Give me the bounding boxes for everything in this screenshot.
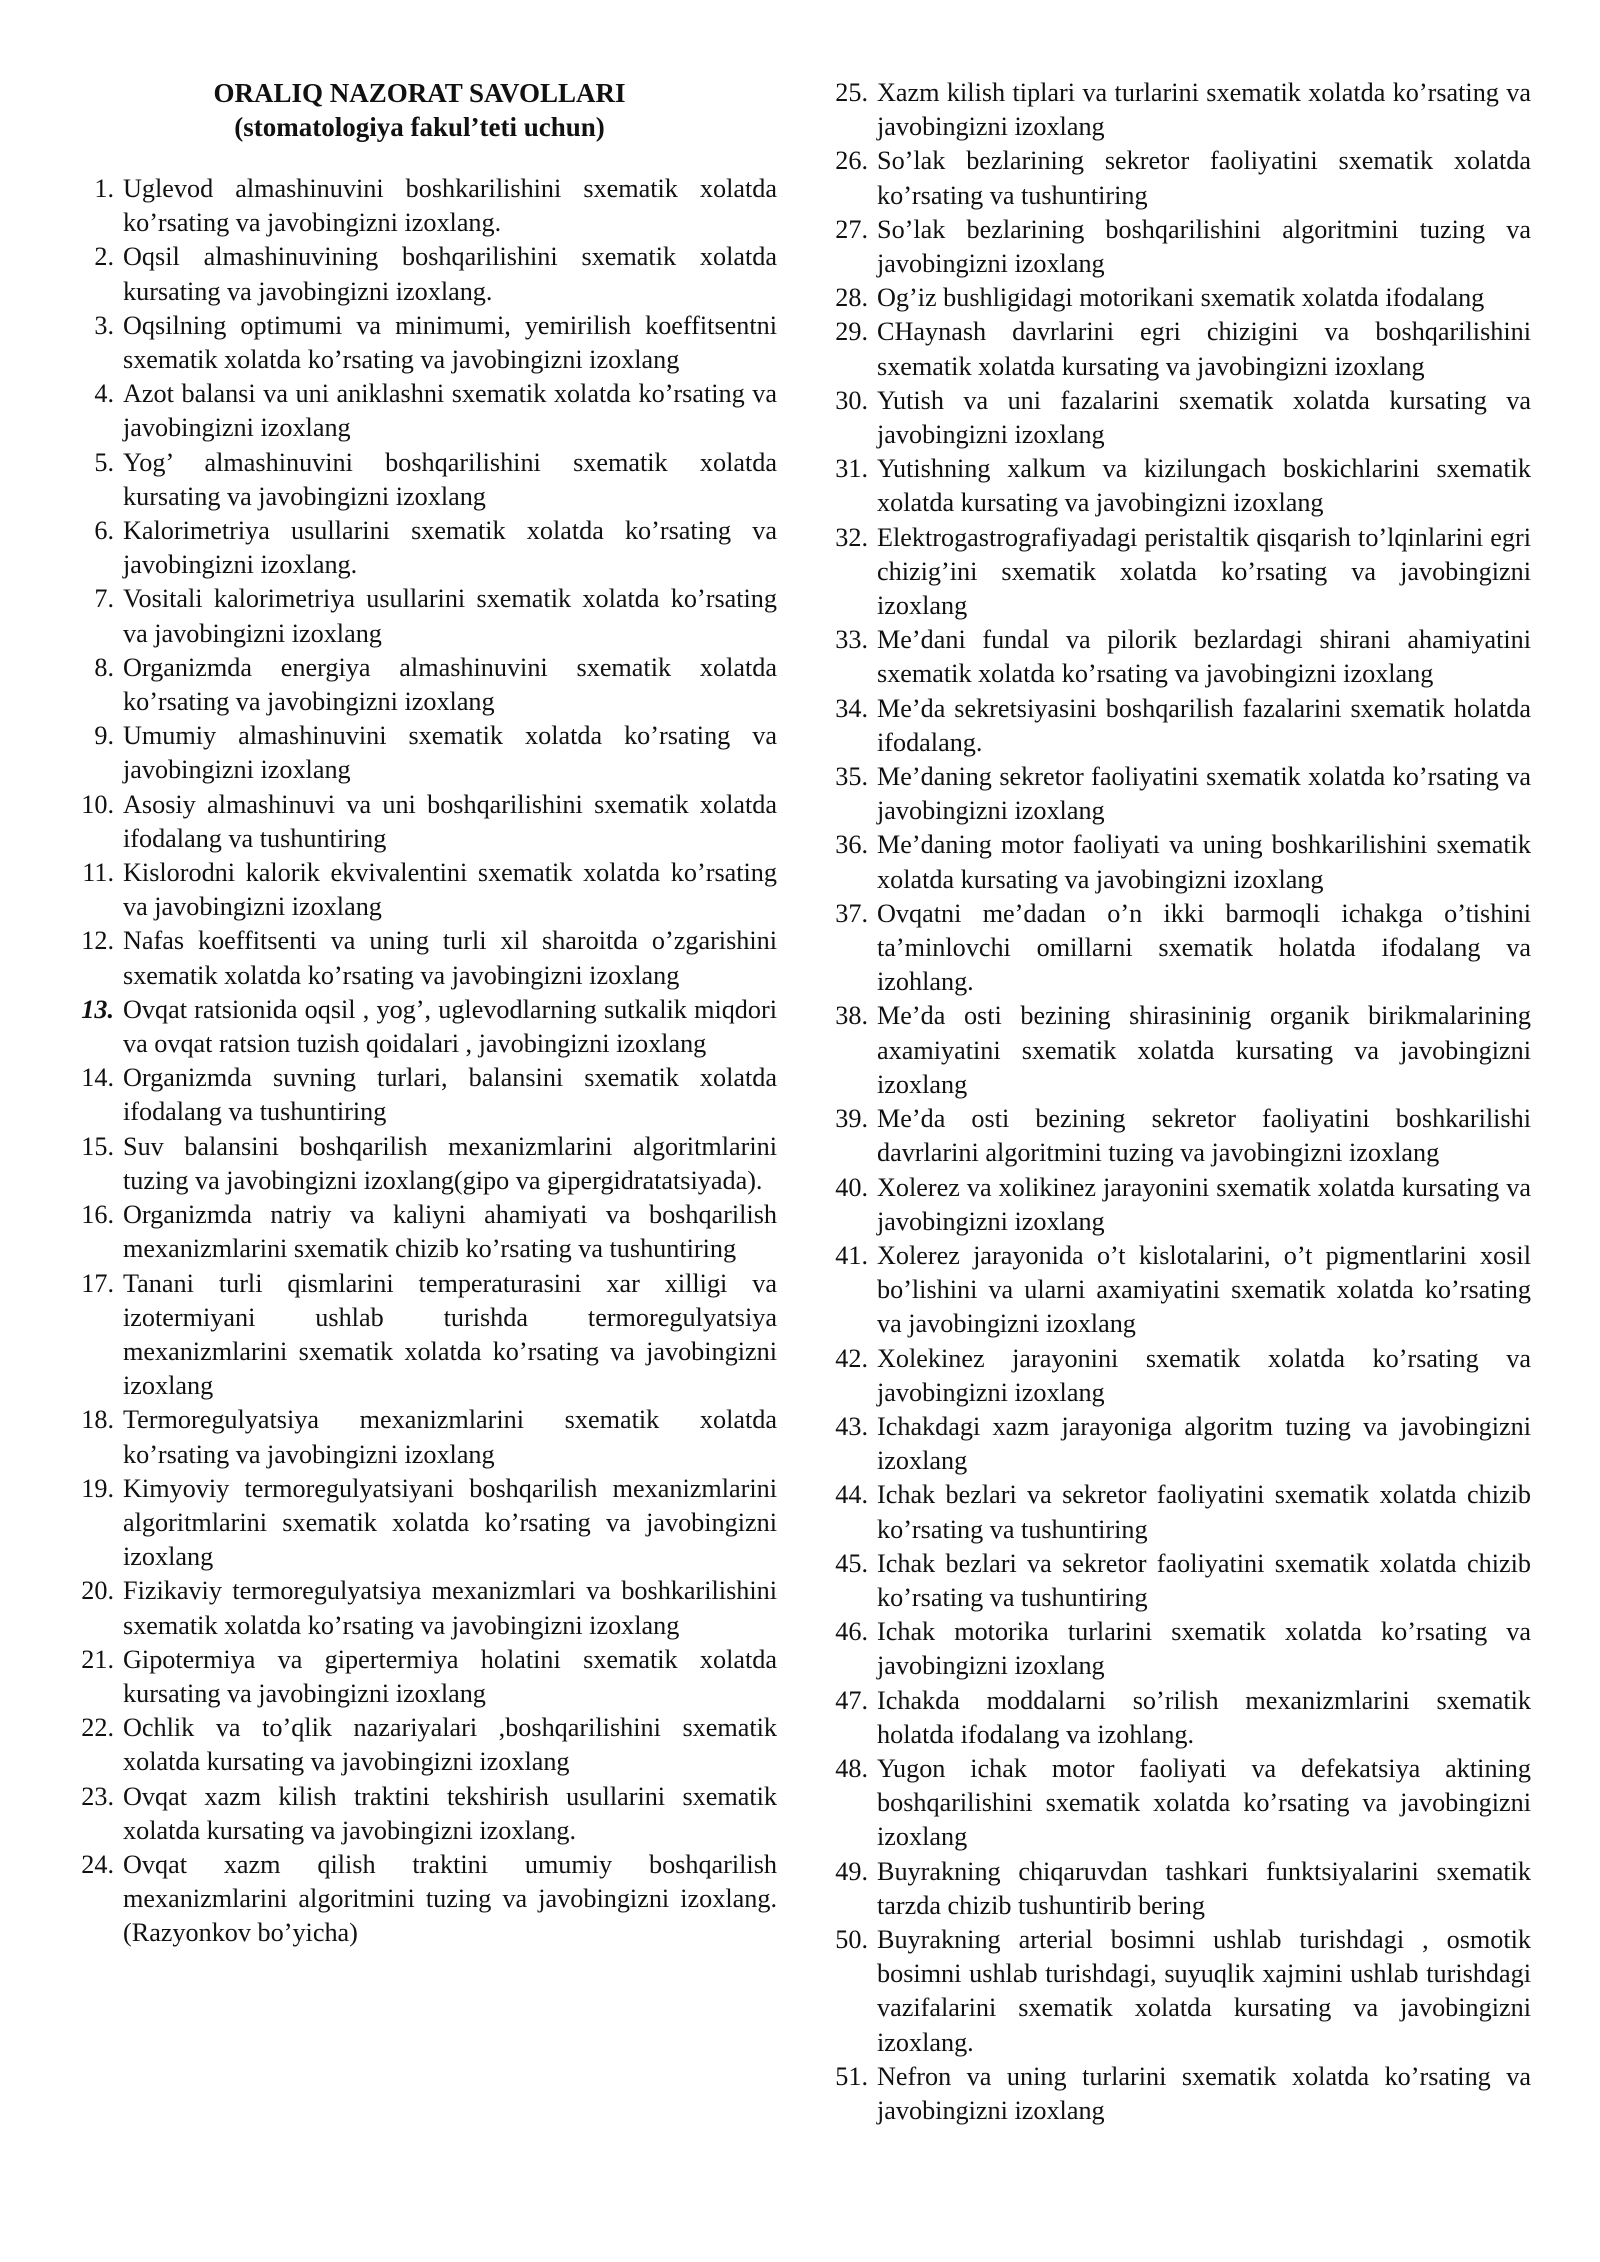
question-number: 12. <box>81 926 114 956</box>
question-text: Nafas koeffitsenti va uning turli xil sharoitda o’zgarishini sxematik xolatda ko’rsating va javobingizni izoxlang <box>123 926 777 990</box>
question-text: Xolerez jarayonida o’t kislotalarini, o’t pigmentlarini xosil bo’lishini va ularni axamiyatini sxematik xolatda ko’rsating va javobingizni izoxlang <box>877 1240 1531 1339</box>
question-item <box>816 1547 1531 1615</box>
question-item <box>816 1615 1531 1683</box>
question-number: 4. <box>94 379 114 409</box>
question-number: 3. <box>94 310 114 340</box>
question-item <box>62 309 777 377</box>
question-number: 36. <box>835 830 868 860</box>
question-text: Buyrakning arterial bosimni ushlab turishdagi , osmotik bosimni ushlab turishdagi, suyuqlik xajmini ushlab turishdagi vazifalarini sxematik xolatda kursating va javobingizni izoxlang. <box>877 1924 1531 2057</box>
question-number: 27. <box>835 214 868 244</box>
question-number: 51. <box>835 2061 868 2091</box>
question-text: Yugon ichak motor faoliyati va defekatsiya aktining boshqarilishini sxematik xolatda ko’rsating va javobingizni izoxlang <box>877 1753 1531 1852</box>
question-number: 8. <box>94 652 114 682</box>
question-text: Tanani turli qismlarini temperaturasini xar xilligi va izotermiyani ushlab turishda termoregulyatsiya mexanizmlarini sxematik xolatda ko’rsating va javobingizni izoxlang <box>123 1268 777 1401</box>
question-item <box>62 924 777 992</box>
question-number: 35. <box>835 762 868 792</box>
right-column <box>816 76 1531 2128</box>
question-text: Uglevod almashinuvini boshkarilishini sxematik xolatda ko’rsating va javobingizni izoxlang. <box>123 174 777 238</box>
question-text: Oqsil almashinuvining boshqarilishini sxematik xolatda kursating va javobingizni izoxlang. <box>123 242 777 306</box>
question-text: Kislorodni kalorik ekvivalentini sxematik xolatda ko’rsating va javobingizni izoxlang <box>123 858 777 922</box>
question-text: Me’da sekretsiyasini boshqarilish fazalarini sxematik holatda ifodalang. <box>877 693 1531 757</box>
question-item <box>816 384 1531 452</box>
question-number: 47. <box>835 1685 868 1715</box>
question-text: Kalorimetriya usullarini sxematik xolatda ko’rsating va javobingizni izoxlang. <box>123 516 777 580</box>
question-text: Me’da osti bezining shirasininig organik birikmalarining axamiyatini sxematik xolatda kursating va javobingizni izoxlang <box>877 1001 1531 1099</box>
question-number: 1. <box>94 174 114 203</box>
question-number: 37. <box>835 898 868 928</box>
question-item <box>816 1342 1531 1410</box>
question-number: 38. <box>835 1001 868 1031</box>
question-number: 50. <box>835 1924 868 1954</box>
question-item <box>816 1239 1531 1342</box>
question-number: 9. <box>94 721 114 751</box>
question-item <box>816 1171 1531 1239</box>
question-item <box>816 452 1531 520</box>
question-number: 28. <box>835 283 868 313</box>
question-text: So’lak bezlarining boshqarilishini algoritmini tuzing va javobingizni izoxlang <box>877 214 1531 279</box>
question-item <box>816 1102 1531 1170</box>
question-number: 14. <box>81 1063 114 1093</box>
left-column <box>62 76 777 1951</box>
question-number: 22. <box>81 1713 114 1743</box>
question-number: 32. <box>835 522 868 552</box>
question-text: Oqsilning optimumi va minimumi, yemirilish koeffitsentni sxematik xolatda ko’rsating va javobingizni izoxlang <box>123 310 777 375</box>
question-text: Suv balansini boshqarilish mexanizmlarini algoritmlarini tuzing va javobingizni izoxlang(gipo va gipergidratatsiyada). <box>123 1131 777 1195</box>
question-number: 49. <box>835 1856 868 1886</box>
question-number: 43. <box>835 1411 868 1441</box>
question-number: 11. <box>82 858 114 888</box>
question-item <box>816 2060 1531 2128</box>
question-item <box>816 1478 1531 1546</box>
question-text: Asosiy almashinuvi va uni boshqarilishini sxematik xolatda ifodalang va tushuntiring <box>123 789 777 853</box>
question-text: Xolerez va xolikinez jarayonini sxematik xolatda kursating va javobingizni izoxlang <box>877 1172 1531 1236</box>
question-number: 34. <box>835 693 868 723</box>
question-item <box>816 1923 1531 2060</box>
question-item <box>62 1848 777 1951</box>
question-item <box>816 1410 1531 1478</box>
question-item <box>816 999 1531 1102</box>
question-number: 41. <box>835 1240 868 1270</box>
page-subtitle: (stomatologiya fakul’teti uchun) <box>234 112 605 142</box>
question-number: 40. <box>835 1172 868 1202</box>
question-text: Ichakda moddalarni so’rilish mexanizmlarini sxematik holatda ifodalang va izohlang. <box>877 1685 1531 1749</box>
question-item <box>816 1752 1531 1855</box>
question-item <box>816 828 1531 896</box>
question-number: 46. <box>835 1617 868 1647</box>
question-text: Gipotermiya va gipertermiya holatini sxematik xolatda kursating va javobingizni izoxlang <box>123 1644 777 1708</box>
question-text: Me’daning motor faoliyati va uning boshkarilishini sxematik xolatda kursating va javobingizni izoxlang <box>877 830 1531 894</box>
question-item <box>62 856 777 924</box>
question-list-right <box>816 76 1531 2128</box>
question-number: 31. <box>835 454 868 484</box>
question-number: 6. <box>94 516 114 546</box>
question-item <box>816 760 1531 828</box>
question-item <box>62 1198 777 1266</box>
question-text: Ovqatni me’dadan o’n ikki barmoqli ichakga o’tishini ta’minlovchi omillarni sxematik holatda ifodalang va izohlang. <box>877 898 1531 997</box>
question-text: Azot balansi va uni aniklashni sxematik xolatda ko’rsating va javobingizni izoxlang <box>123 379 777 443</box>
question-number: 24. <box>81 1849 114 1879</box>
question-item <box>62 1403 777 1471</box>
question-number: 16. <box>81 1200 114 1230</box>
question-item <box>816 623 1531 691</box>
question-item <box>62 240 777 308</box>
question-item <box>62 514 777 582</box>
question-number: 7. <box>94 584 114 614</box>
question-number: 48. <box>835 1753 868 1783</box>
question-text: Organizmda suvning turlari, balansini sxematik xolatda ifodalang va tushuntiring <box>123 1063 777 1127</box>
question-item <box>62 172 777 240</box>
question-item <box>816 521 1531 624</box>
question-number: 13. <box>81 994 114 1024</box>
question-item <box>62 1574 777 1642</box>
question-item <box>816 315 1531 383</box>
question-text: Organizmda energiya almashinuvini sxematik xolatda ko’rsating va javobingizni izoxlang <box>123 652 777 717</box>
question-number: 44. <box>835 1480 868 1510</box>
question-number: 15. <box>81 1131 114 1161</box>
question-text: Ochlik va to’qlik nazariyalari ,boshqarilishini sxematik xolatda kursating va javobingizni izoxlang <box>123 1713 777 1777</box>
question-text: Yutishning xalkum va kizilungach boskichlarini sxematik xolatda kursating va javobingizni izoxlang <box>877 454 1531 518</box>
question-item <box>816 1855 1531 1923</box>
question-item <box>816 1684 1531 1752</box>
question-item <box>816 897 1531 1000</box>
question-number: 5. <box>94 447 114 477</box>
question-text: Organizmda natriy va kaliyni ahamiyati va boshqarilish mexanizmlarini sxematik chizib ko’rsating va tushuntiring <box>123 1200 777 1264</box>
question-text: Og’iz bushligidagi motorikani sxematik xolatda ifodalang <box>877 283 1485 313</box>
question-item <box>62 651 777 719</box>
question-text: Xazm kilish tiplari va turlarini sxematik xolatda ko’rsating va javobingizni izoxlang <box>877 78 1531 142</box>
question-text: Ovqat xazm qilish traktini umumiy boshqarilish mexanizmlarini algoritmini tuzing va javobingizni izoxlang.(Razyonkov bo’yicha) <box>123 1849 777 1948</box>
question-item <box>62 993 777 1061</box>
question-item <box>62 1130 777 1198</box>
question-text: Vositali kalorimetriya usullarini sxematik xolatda ko’rsating va javobingizni izoxlang <box>123 584 777 648</box>
question-text: Buyrakning chiqaruvdan tashkari funktsiyalarini sxematik tarzda chizib tushuntirib bering <box>877 1856 1531 1920</box>
page-title: ORALIQ NAZORAT SAVOLLARI <box>213 78 626 108</box>
question-number: 19. <box>81 1473 114 1503</box>
question-text: Kimyoviy termoregulyatsiyani boshqarilish mexanizmlarini algoritmlarini sxematik xolatda ko’rsating va javobingizni izoxlang <box>123 1473 777 1572</box>
question-text: Yutish va uni fazalarini sxematik xolatda kursating va javobingizni izoxlang <box>877 385 1531 450</box>
question-number: 45. <box>835 1548 868 1578</box>
question-number: 30. <box>835 385 868 415</box>
question-text: Nefron va uning turlarini sxematik xolatda ko’rsating va javobingizni izoxlang <box>877 2061 1531 2125</box>
question-number: 18. <box>81 1405 114 1435</box>
question-text: Me’dani fundal va pilorik bezlardagi shirani ahamiyatini sxematik xolatda ko’rsating va javobingizni izoxlang <box>877 625 1531 689</box>
question-item <box>62 719 777 787</box>
question-number: 23. <box>81 1781 114 1811</box>
question-number: 17. <box>81 1268 114 1298</box>
question-text: Me’da osti bezining sekretor faoliyatini boshkarilishi davrlarini algoritmini tuzing va javobingizni izoxlang <box>877 1104 1531 1168</box>
question-text: Ichak bezlari va sekretor faoliyatini sxematik xolatda chizib ko’rsating va tushuntiring <box>877 1480 1531 1544</box>
question-text: So’lak bezlarining sekretor faoliyatini sxematik xolatda ko’rsating va tushuntiring <box>877 146 1531 210</box>
question-text: Ichak motorika turlarini sxematik xolatda ko’rsating va javobingizni izoxlang <box>877 1617 1531 1681</box>
question-text: Ichak bezlari va sekretor faoliyatini sxematik xolatda chizib ko’rsating va tushuntiring <box>877 1548 1531 1612</box>
question-item <box>62 1061 777 1129</box>
question-item <box>816 213 1531 281</box>
question-text: Xolekinez jarayonini sxematik xolatda ko’rsating va javobingizni izoxlang <box>877 1343 1531 1407</box>
question-text: Elektrogastrografiyadagi peristaltik qisqarish to’lqinlarini egri chizig’ini sxematik xolatda ko’rsating va javobingizni izoxlang <box>877 522 1531 621</box>
question-item <box>62 1472 777 1575</box>
question-item <box>62 446 777 514</box>
question-list-left <box>62 172 777 1951</box>
question-number: 21. <box>81 1644 114 1674</box>
question-number: 2. <box>94 242 114 272</box>
question-item <box>62 1711 777 1779</box>
question-item <box>62 1780 777 1848</box>
question-text: Fizikaviy termoregulyatsiya mexanizmlari va boshkarilishini sxematik xolatda ko’rsating va javobingizni izoxlang <box>123 1576 777 1640</box>
question-item <box>62 582 777 650</box>
question-text: Ovqat xazm kilish traktini tekshirish usullarini sxematik xolatda kursating va javobingizni izoxlang. <box>123 1781 777 1845</box>
question-item <box>62 377 777 445</box>
question-item <box>816 144 1531 212</box>
question-item <box>816 281 1531 315</box>
question-number: 25. <box>835 78 868 107</box>
question-number: 26. <box>835 146 868 176</box>
question-item <box>62 1643 777 1711</box>
question-text: Umumiy almashinuvini sxematik xolatda ko’rsating va javobingizni izoxlang <box>123 721 777 785</box>
question-number: 29. <box>835 317 868 347</box>
question-text: Me’daning sekretor faoliyatini sxematik xolatda ko’rsating va javobingizni izoxlang <box>877 762 1531 826</box>
question-text: Ichakdagi xazm jarayoniga algoritm tuzing va javobingizni izoxlang <box>877 1411 1531 1476</box>
question-item <box>62 788 777 856</box>
question-number: 33. <box>835 625 868 655</box>
question-number: 10. <box>81 789 114 819</box>
question-item <box>816 692 1531 760</box>
question-text: Yog’ almashinuvini boshqarilishini sxematik xolatda kursating va javobingizni izoxlang <box>123 447 777 511</box>
question-number: 20. <box>81 1576 114 1606</box>
question-number: 39. <box>835 1104 868 1134</box>
question-text: Ovqat ratsionida oqsil , yog’, uglevodlarning sutkalik miqdori va ovqat ratsion tuzish qoidalari , javobingizni izoxlang <box>123 994 777 1059</box>
question-number: 42. <box>835 1343 868 1373</box>
question-text: Termoregulyatsiya mexanizmlarini sxematik xolatda ko’rsating va javobingizni izoxlang <box>123 1405 777 1469</box>
question-text: CHaynash davrlarini egri chizigini va boshqarilishini sxematik xolatda kursating va javobingizni izoxlang <box>877 317 1531 381</box>
question-item <box>62 1267 777 1404</box>
question-item <box>816 76 1531 144</box>
